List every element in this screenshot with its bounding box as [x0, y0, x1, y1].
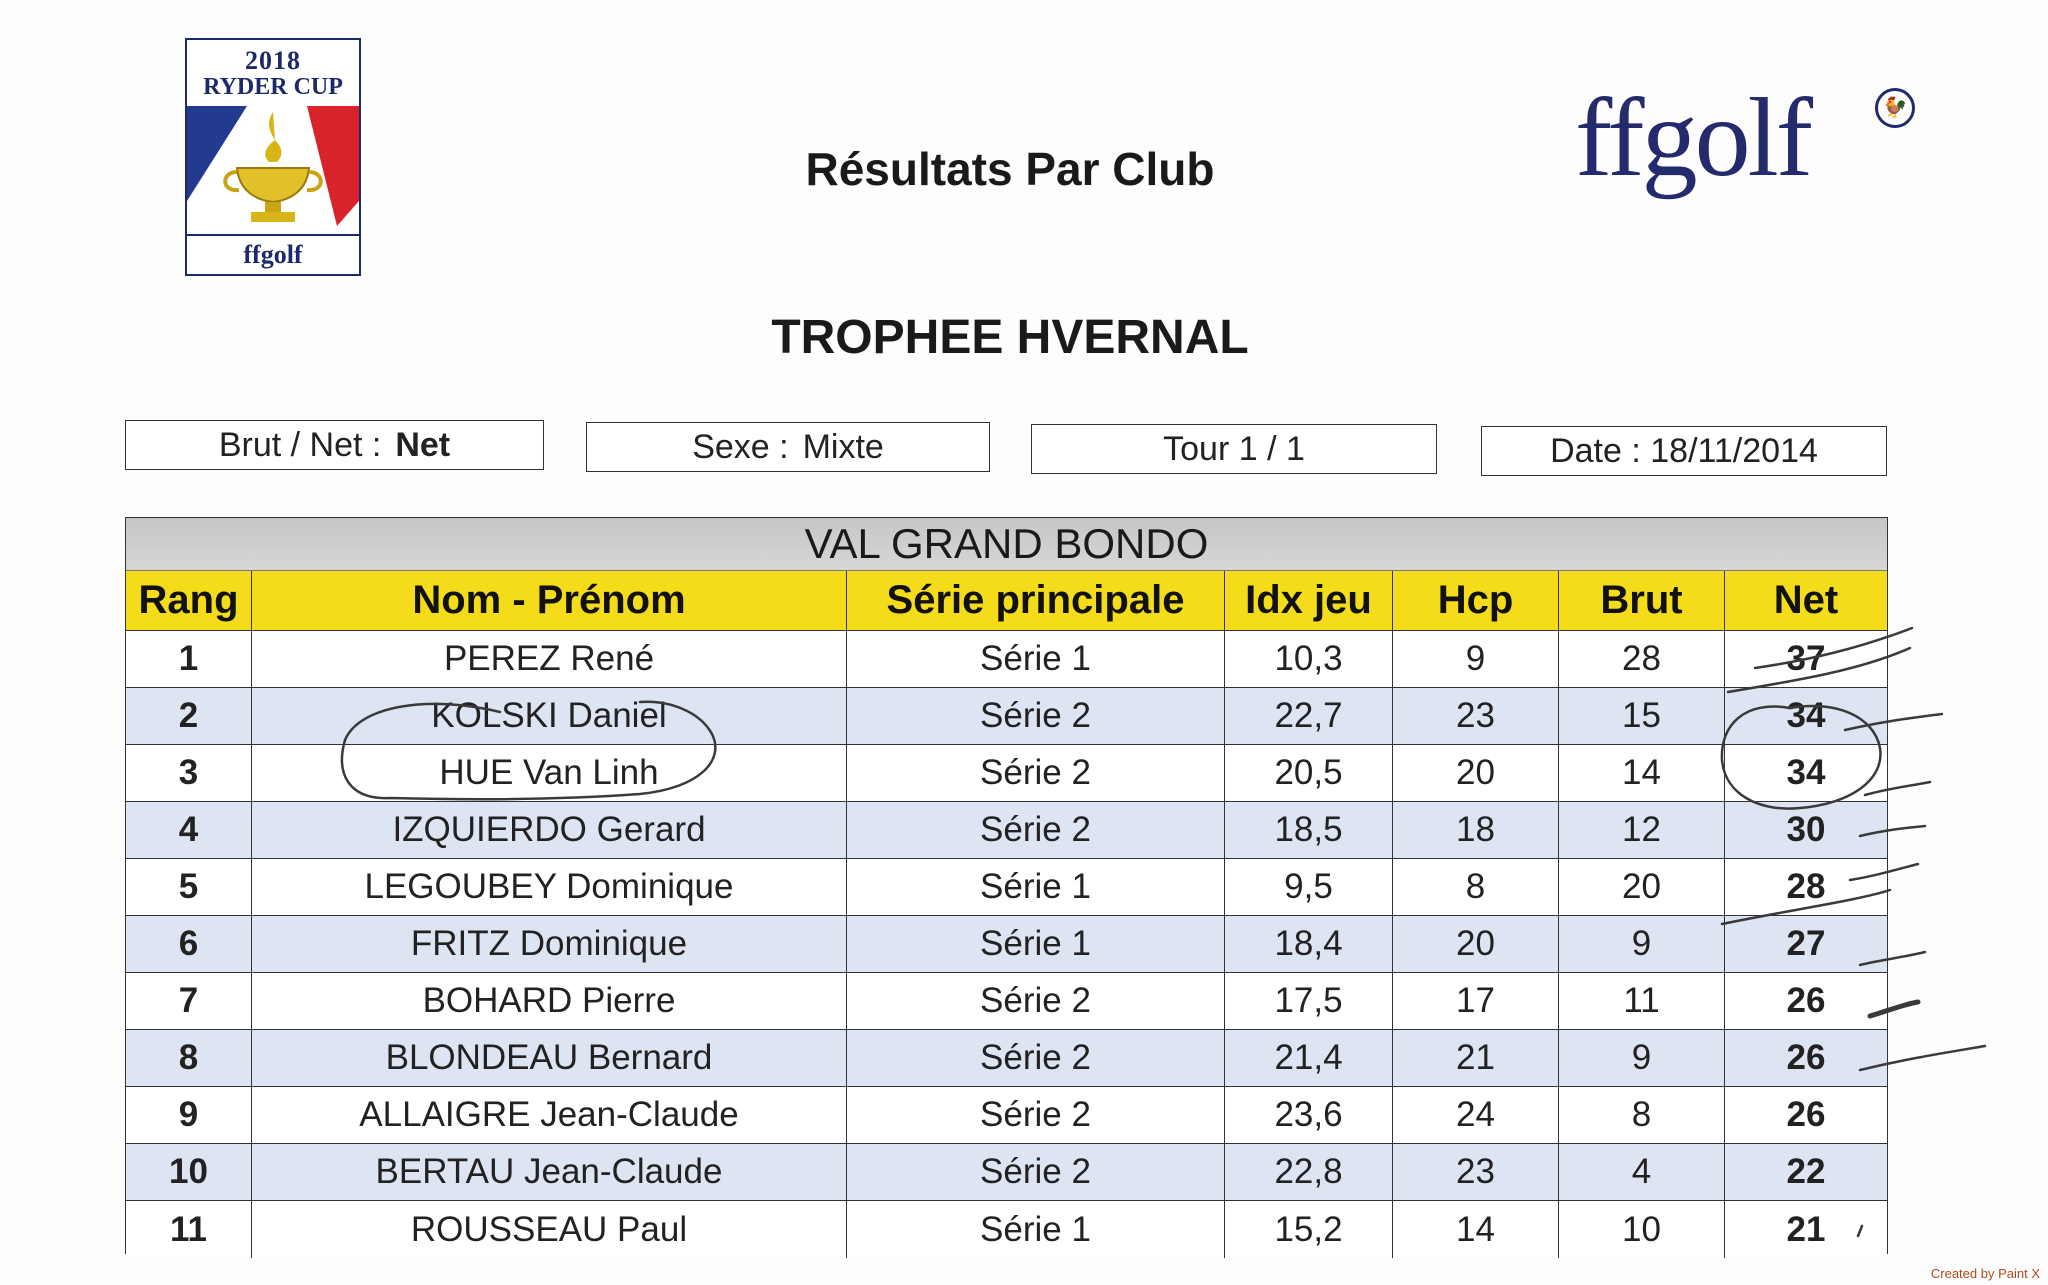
table-header-row [126, 571, 1887, 631]
cell-idx: 23,6 [1225, 1087, 1393, 1143]
cell-brut: 20 [1559, 859, 1725, 915]
cell-idx: 22,8 [1225, 1144, 1393, 1200]
sexe-box [586, 422, 990, 472]
cell-brut: 11 [1559, 973, 1725, 1029]
cell-nom: LEGOUBEY Dominique [252, 859, 847, 915]
cell-hcp: 9 [1393, 631, 1559, 687]
cell-nom: BLONDEAU Bernard [252, 1030, 847, 1086]
trophy-flag-icon [187, 106, 359, 226]
cell-idx: 17,5 [1225, 973, 1393, 1029]
cell-hcp: 23 [1393, 688, 1559, 744]
cell-idx: 20,5 [1225, 745, 1393, 801]
registered-rooster-icon: 🐓 [1875, 88, 1915, 128]
cell-serie: Série 2 [847, 802, 1225, 858]
table-row [126, 1201, 1887, 1258]
header-nom-prenom: Nom - Prénom [252, 571, 847, 630]
cell-brut: 10 [1559, 1201, 1725, 1258]
sexe-value: Mixte [802, 427, 884, 466]
cell-serie: Série 1 [847, 1201, 1225, 1258]
cell-net: 26 [1786, 1038, 1826, 1077]
cell-idx: 10,3 [1225, 631, 1393, 687]
cell-net: 34 [1786, 696, 1826, 735]
cell-rang: 3 [126, 745, 252, 801]
cell-hcp: 20 [1393, 916, 1559, 972]
table-row [126, 1030, 1887, 1087]
table-row [126, 1144, 1887, 1201]
cell-net: 28 [1786, 867, 1826, 906]
credit-text: Created by Paint X [1930, 1266, 2040, 1281]
table-row [126, 859, 1887, 916]
cell-nom: ROUSSEAU Paul [252, 1201, 847, 1258]
cell-nom: FRITZ Dominique [252, 916, 847, 972]
cell-nom: PEREZ René [252, 631, 847, 687]
cell-rang: 2 [126, 688, 252, 744]
ryder-cup-name: RYDER CUP [203, 74, 343, 100]
results-table [125, 517, 1888, 1254]
cell-serie: Série 2 [847, 973, 1225, 1029]
cell-hcp: 18 [1393, 802, 1559, 858]
table-row [126, 631, 1887, 688]
cell-rang: 9 [126, 1087, 252, 1143]
cell-brut: 12 [1559, 802, 1725, 858]
cell-idx: 18,5 [1225, 802, 1393, 858]
cell-rang: 10 [126, 1144, 252, 1200]
cell-brut: 15 [1559, 688, 1725, 744]
club-name: VAL GRAND BONDO [126, 518, 1887, 571]
brut-net-value: Net [395, 425, 451, 464]
cell-idx: 22,7 [1225, 688, 1393, 744]
header-brut: Brut [1559, 571, 1725, 630]
cell-nom: HUE Van Linh [252, 745, 847, 801]
cell-nom: ALLAIGRE Jean-Claude [252, 1087, 847, 1143]
tour-box [1031, 424, 1437, 474]
cell-serie: Série 1 [847, 859, 1225, 915]
cell-idx: 18,4 [1225, 916, 1393, 972]
brut-net-label: Brut / Net : [218, 425, 382, 464]
cell-brut: 8 [1559, 1087, 1725, 1143]
header-hcp: Hcp [1393, 571, 1559, 630]
ryder-cup-year: 2018 [245, 46, 301, 75]
cell-hcp: 8 [1393, 859, 1559, 915]
table-row [126, 973, 1887, 1030]
header-net: Net [1773, 578, 1839, 622]
header-rang: Rang [126, 571, 252, 630]
brut-net-box [125, 420, 544, 470]
ffgolf-wordmark: ffgolf [1575, 76, 1810, 200]
ffgolf-logo [1575, 76, 1908, 242]
table-row [126, 745, 1887, 802]
table-row [126, 916, 1887, 973]
table-row [126, 688, 1887, 745]
cell-net: 27 [1786, 924, 1826, 963]
cell-hcp: 21 [1393, 1030, 1559, 1086]
cell-brut: 9 [1559, 916, 1725, 972]
sexe-label: Sexe : [692, 427, 789, 466]
cell-hcp: 20 [1393, 745, 1559, 801]
cell-serie: Série 2 [847, 688, 1225, 744]
cell-serie: Série 2 [847, 1087, 1225, 1143]
cell-idx: 9,5 [1225, 859, 1393, 915]
table-row [126, 802, 1887, 859]
cell-rang: 8 [126, 1030, 252, 1086]
header-serie: Série principale [847, 571, 1225, 630]
cell-brut: 14 [1559, 745, 1725, 801]
cell-brut: 4 [1559, 1144, 1725, 1200]
cell-rang: 5 [126, 859, 252, 915]
cell-net: 37 [1786, 639, 1826, 678]
cell-rang: 11 [126, 1201, 252, 1258]
cell-serie: Série 2 [847, 1030, 1225, 1086]
cell-hcp: 23 [1393, 1144, 1559, 1200]
cell-net: 34 [1786, 753, 1826, 792]
cell-rang: 1 [126, 631, 252, 687]
cell-net: 22 [1786, 1152, 1826, 1191]
cell-nom: KOLSKI Daniel [252, 688, 847, 744]
date-box [1481, 426, 1887, 476]
cell-rang: 6 [126, 916, 252, 972]
cell-hcp: 17 [1393, 973, 1559, 1029]
date-value: Date : 18/11/2014 [1550, 431, 1818, 470]
cell-rang: 7 [126, 973, 252, 1029]
cell-serie: Série 2 [847, 745, 1225, 801]
cell-hcp: 14 [1393, 1201, 1559, 1258]
tour-value: Tour 1 / 1 [1163, 429, 1305, 468]
cell-brut: 9 [1559, 1030, 1725, 1086]
cell-idx: 15,2 [1225, 1201, 1393, 1258]
cell-nom: IZQUIERDO Gerard [252, 802, 847, 858]
ryder-cup-brand: ffgolf [187, 234, 359, 270]
ryder-cup-logo [185, 38, 361, 276]
competition-name: TROPHEE HVERNAL [771, 311, 1249, 364]
cell-nom: BERTAU Jean-Claude [252, 1144, 847, 1200]
cell-hcp: 24 [1393, 1087, 1559, 1143]
cell-rang: 4 [126, 802, 252, 858]
cell-serie: Série 2 [847, 1144, 1225, 1200]
cell-serie: Série 1 [847, 631, 1225, 687]
header-idx-jeu: Idx jeu [1225, 571, 1393, 630]
table-row [126, 1087, 1887, 1144]
cell-net: 21 [1786, 1209, 1826, 1249]
cell-serie: Série 1 [847, 916, 1225, 972]
cell-net: 26 [1786, 981, 1826, 1020]
cell-net: 26 [1786, 1095, 1826, 1134]
cell-idx: 21,4 [1225, 1030, 1393, 1086]
cell-brut: 28 [1559, 631, 1725, 687]
cell-net: 30 [1786, 810, 1826, 849]
cell-nom: BOHARD Pierre [252, 973, 847, 1029]
document-title: Résultats Par Club [805, 143, 1215, 195]
